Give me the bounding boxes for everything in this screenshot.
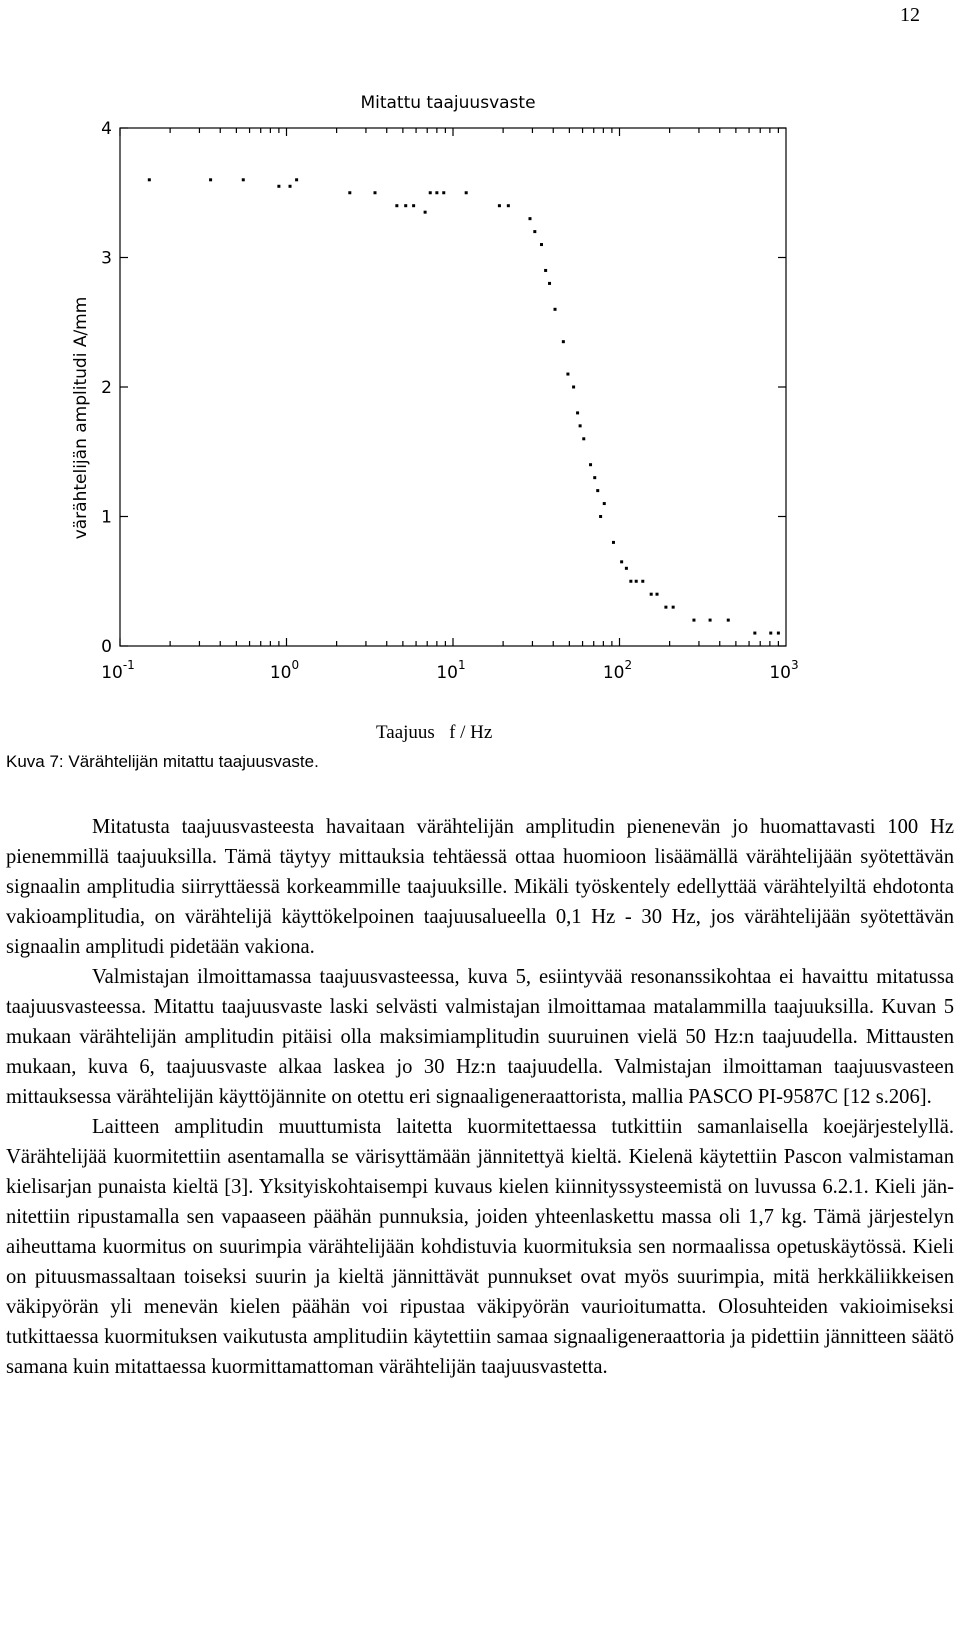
frequency-response-chart <box>60 88 820 708</box>
data-point <box>395 204 398 207</box>
x-tick-label: $10^{-1}$ <box>101 658 135 683</box>
data-point <box>599 515 602 518</box>
data-point <box>540 243 543 246</box>
data-point <box>656 593 659 596</box>
y-tick-label: 2 <box>101 378 112 398</box>
data-point <box>548 282 551 285</box>
data-point <box>348 191 351 194</box>
data-point <box>412 204 415 207</box>
data-point <box>579 424 582 427</box>
data-point <box>242 178 245 181</box>
data-point <box>533 230 536 233</box>
body-text <box>6 812 954 1382</box>
page-number: 12 <box>900 4 920 26</box>
data-point <box>596 489 599 492</box>
data-point <box>664 606 667 609</box>
data-point <box>442 191 445 194</box>
data-point <box>277 185 280 188</box>
data-point <box>692 619 695 622</box>
paragraph-2: Valmistajan ilmoittamassa taajuusvasteessa, kuva 5, esiintyvää resonanssikohtaa ei havaittu mitatussa taajuusvasteessa. Mitattu taajuusvaste laski selvästi valmistajan ilmoittamaa matalammilla taajuuksilla. Kuvan 5 mukaan värähtelijän amplitudin pitäisi olla maksimiamplitudin suuruinen vielä 50 Hz:n taajuudella. Mittausten mukaan, kuva 6, taajuusvaste alkaa laskea jo 30 Hz:n taajuudella. Valmistajan ilmoittaman taajuusvasteen mittauksessa värähtelijän käyttöjännite on otettu eri signaaligeneraattorista, mallia PASCO PI-9587C [12 s.206]. <box>6 966 954 1108</box>
data-point <box>625 567 628 570</box>
data-point <box>629 580 632 583</box>
y-tick-label: 0 <box>101 637 112 657</box>
data-point <box>576 411 579 414</box>
data-point <box>465 191 468 194</box>
paragraph-1: Mitatusta taajuusvasteesta havaitaan värähtelijän amplitudin pienenevän jo huomattavasti 100 Hz pienemmillä taajuuksilla. Tämä täytyy mittauksia tehtäessä ottaa huomioon lisäämällä värähtelijään syötettävän signaalin amplitudia siirryttäessä korkeammille taajuuksille. Mikäli työskentely edellyttää värähtelyiltä ehdotonta vakioamplitudia, on värähtelijä käyttökelpoinen taajuusalueella 0,1 Hz - 30 Hz, jos värähtelijään syötettävän signaalin amplitudi pidetään vakiona. <box>6 816 954 958</box>
data-point <box>641 580 644 583</box>
data-point <box>572 386 575 389</box>
data-point <box>562 340 565 343</box>
data-point <box>612 541 615 544</box>
data-point <box>603 502 606 505</box>
data-point <box>373 191 376 194</box>
data-point <box>507 204 510 207</box>
data-point <box>404 204 407 207</box>
plot-frame <box>120 128 786 646</box>
data-point <box>148 178 151 181</box>
y-axis-label: värähtelijän amplitudi A/mm <box>71 296 91 540</box>
chart-title: Mitattu taajuusvaste <box>360 93 536 113</box>
data-point <box>544 269 547 272</box>
data-point <box>554 308 557 311</box>
data-point <box>709 619 712 622</box>
data-point <box>620 560 623 563</box>
data-point <box>589 463 592 466</box>
y-tick-label: 1 <box>101 507 112 528</box>
data-point <box>528 217 531 220</box>
data-point <box>753 632 756 635</box>
data-point <box>429 191 432 194</box>
data-point <box>769 632 772 635</box>
figure-caption: Kuva 7: Värähtelijän mitattu taajuusvaste. <box>6 752 319 771</box>
data-point <box>672 606 675 609</box>
y-tick-label: 3 <box>101 248 112 269</box>
data-point <box>593 476 596 479</box>
x-tick-label: $10^0$ <box>269 658 300 683</box>
data-point <box>777 632 780 635</box>
x-tick-label: $10^1$ <box>436 658 466 683</box>
x-axis-label: Taajuus f / Hz <box>376 722 493 743</box>
data-point <box>289 185 292 188</box>
y-tick-label: 4 <box>101 119 112 139</box>
data-point <box>566 373 569 376</box>
data-point <box>498 204 501 207</box>
x-tick-label: $10^3$ <box>769 658 799 683</box>
data-point <box>295 178 298 181</box>
data-point <box>424 211 427 214</box>
data-point <box>635 580 638 583</box>
data-point <box>209 178 212 181</box>
data-point <box>582 437 585 440</box>
data-point <box>727 619 730 622</box>
data-point <box>650 593 653 596</box>
paragraph-3: Laitteen amplitudin muuttumista laitetta kuormitettaessa tutkittiin samanlaisella koejärjestelyllä. Värähtelijää kuormitettiin asentamalla se värisyttämään jännitettyä kieltä. Kielenä käytettiin Pascon valmistaman kielisarjan punaista kieltä [3]. Yksityiskohtaisempi kuvaus kielen kiinnityssysteemistä on luvussa 6.2.1. Kieli jännitettiin ripustamalla sen vapaaseen päähän punnuksia, joiden yhteenlaskettu massa oli 1,7 kg. Tämä järjestelyn aiheuttama kuormitus on suurimpia värähtelijään kohdistuvia kuormituksia sen normaalissa opetuskäytössä. Kieli on pituusmassaltaan toiseksi suurin ja kieltä jännittävät punnukset ovat myös suurimpia, mitä herkkäliikkeisen väkipyörän yli menevän kielen päähän voi ripustaa väkipyörän vaurioitumatta. Olosuhteiden vakioimiseksi tutkittaessa kuormituksen vaikutusta amplitudiin käytettiin samaa signaaligeneraattoria ja pidettiin jännitteen säätö samana kuin mitattaessa kuormittamattoman värähtelijän taajuusvastetta. <box>6 1116 954 1378</box>
data-point <box>435 191 438 194</box>
x-tick-label: $10^2$ <box>602 658 633 683</box>
